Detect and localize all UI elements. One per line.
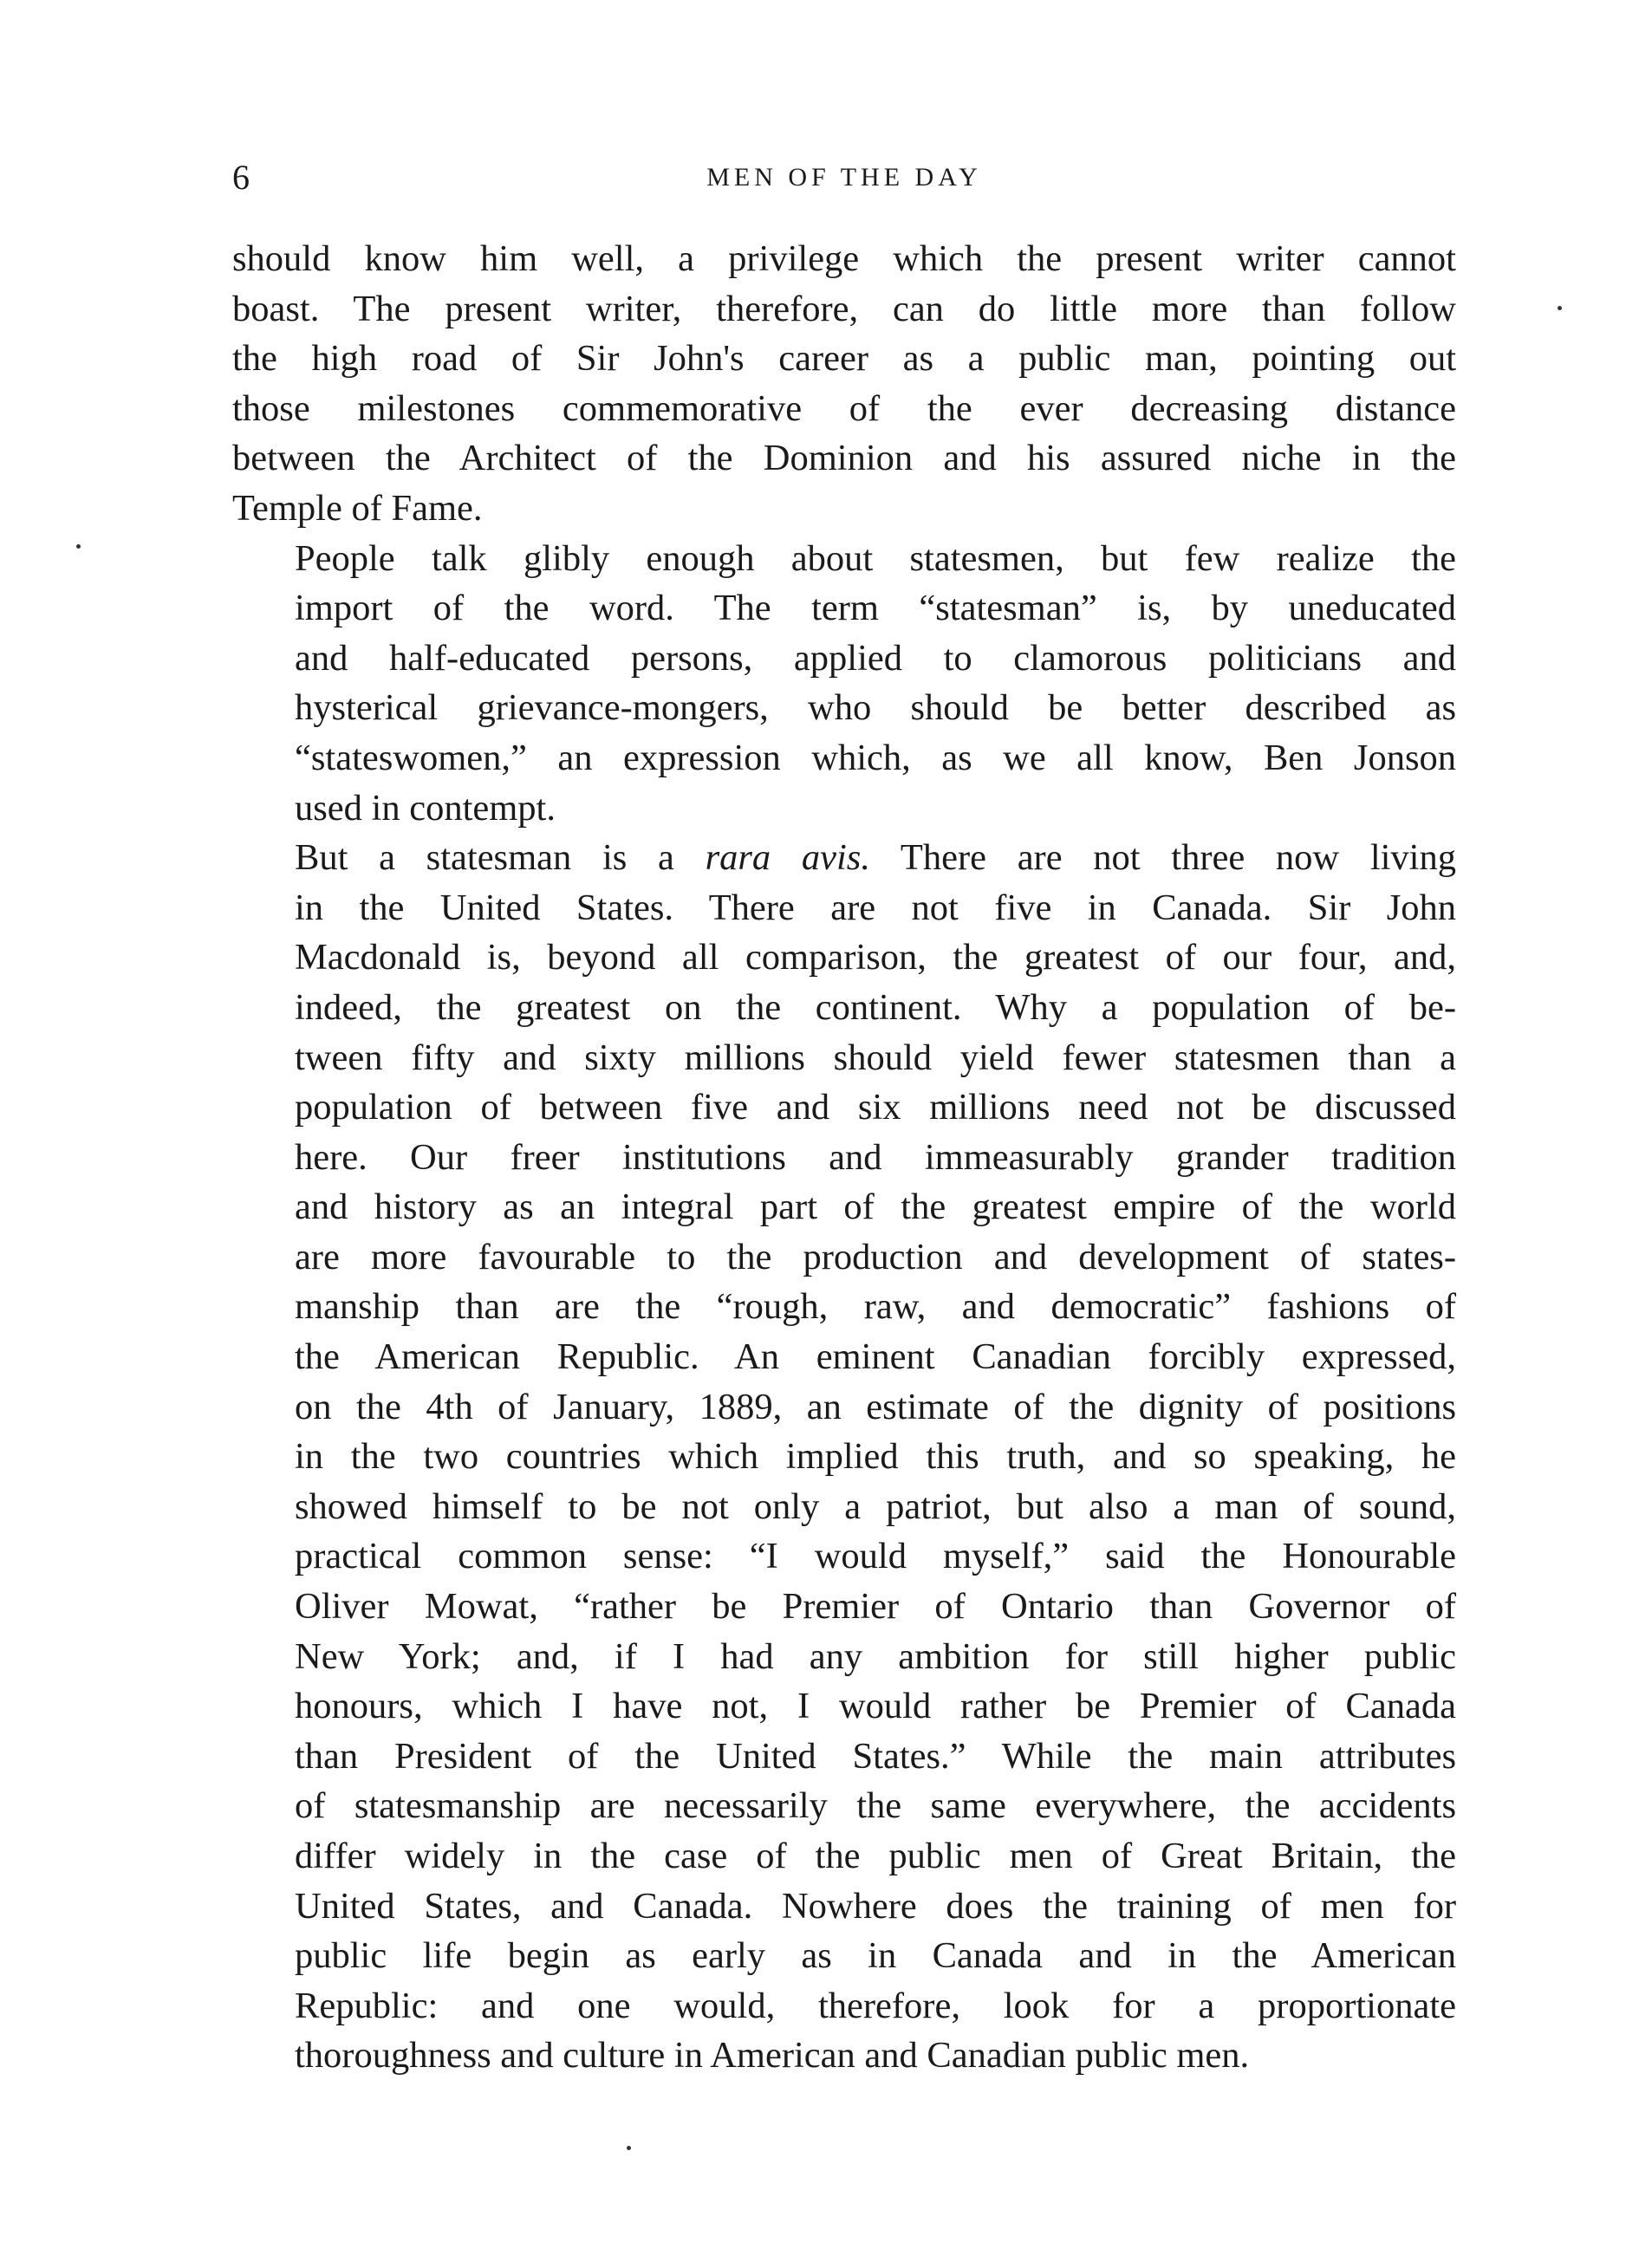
text-line: the high road of Sir John's career as a public man, pointing out	[232, 338, 1456, 380]
text-line: tween fifty and sixty millions should yield fewer statesmen than a	[295, 1037, 1456, 1078]
text-line: the American Republic. An eminent Canadian forcibly expressed,	[295, 1336, 1456, 1378]
text-line: on the 4th of January, 1889, an estimate of the dignity of positions	[295, 1386, 1456, 1427]
text-line: United States, and Canada. Nowhere does the training of men for	[295, 1885, 1456, 1927]
body-text	[232, 234, 1456, 2081]
text-line: import of the word. The term “statesman” is, by uneducated	[295, 588, 1456, 629]
text-line: population of between five and six millions need not be discussed	[295, 1087, 1456, 1128]
text-line: between the Architect of the Dominion and his assured niche in the	[232, 438, 1456, 479]
text-line: of statesmanship are necessarily the same everywhere, the accidents	[295, 1785, 1456, 1827]
text-line: New York; and, if I had any ambition for still higher public	[295, 1635, 1456, 1677]
text-line: differ widely in the case of the public men of Great Britain, the	[295, 1836, 1456, 1876]
text-line: hysterical grievance-mongers, who should be better described as	[295, 687, 1456, 729]
text-line: honours, which I have not, I would rather be Premier of Canada	[295, 1686, 1456, 1727]
scan-speck	[627, 2146, 631, 2150]
scan-speck	[76, 544, 81, 549]
text-line: boast. The present writer, therefore, can do little more than follow	[232, 288, 1456, 329]
text-line: practical common sense: “I would myself,” said the Honourable	[295, 1536, 1456, 1577]
text-line: “stateswomen,” an expression which, as we all know, Ben Jonson	[295, 737, 1456, 778]
text-line: and history as an integral part of the greatest empire of the world	[295, 1186, 1456, 1228]
text-line: used in contempt.	[295, 787, 556, 829]
text-line: But a statesman is a rara avis. There are not three now living	[295, 837, 1456, 879]
paragraph	[232, 534, 1456, 834]
page-header	[232, 152, 1456, 204]
text-line: Macdonald is, beyond all comparison, the greatest of our four, and,	[295, 937, 1456, 978]
paragraph	[232, 234, 1456, 534]
text-line: and half-educated persons, applied to clamorous politicians and	[295, 637, 1456, 679]
page-number: 6	[232, 158, 250, 197]
text-line: here. Our freer institutions and immeasurably grander tradition	[295, 1136, 1456, 1178]
text-line: should know him well, a privilege which the present writer cannot	[232, 238, 1456, 279]
scan-speck	[1558, 306, 1562, 310]
text-line: People talk glibly enough about statesmen, but few realize the	[295, 537, 1456, 579]
running-head: MEN OF THE DAY	[706, 163, 982, 192]
text-line: manship than are the “rough, raw, and democratic” fashions of	[295, 1286, 1456, 1328]
text-line: those milestones commemorative of the ever decreasing distance	[232, 387, 1456, 429]
text-line: indeed, the greatest on the continent. Why a population of be-	[295, 986, 1456, 1028]
text-line: Republic: and one would, therefore, look for a proportionate	[295, 1985, 1456, 2026]
text-line: are more favourable to the production and development of states-	[295, 1236, 1456, 1277]
text-line: public life begin as early as in Canada and in the American	[295, 1935, 1456, 1977]
text-line: than President of the United States.” While the main attributes	[295, 1735, 1456, 1777]
italic-phrase: rara avis.	[705, 837, 870, 879]
text-line: in the two countries which implied this truth, and so speaking, he	[295, 1436, 1456, 1478]
text-line: thoroughness and culture in American and Canadian public men.	[295, 2035, 1250, 2077]
text-line: in the United States. There are not five in Canada. Sir John	[295, 887, 1456, 928]
paragraph	[232, 833, 1456, 2081]
text-line: Temple of Fame.	[232, 487, 483, 529]
text-line: showed himself to be not only a patriot, but also a man of sound,	[295, 1485, 1456, 1527]
text-line: Oliver Mowat, “rather be Premier of Ontario than Governor of	[295, 1586, 1456, 1628]
